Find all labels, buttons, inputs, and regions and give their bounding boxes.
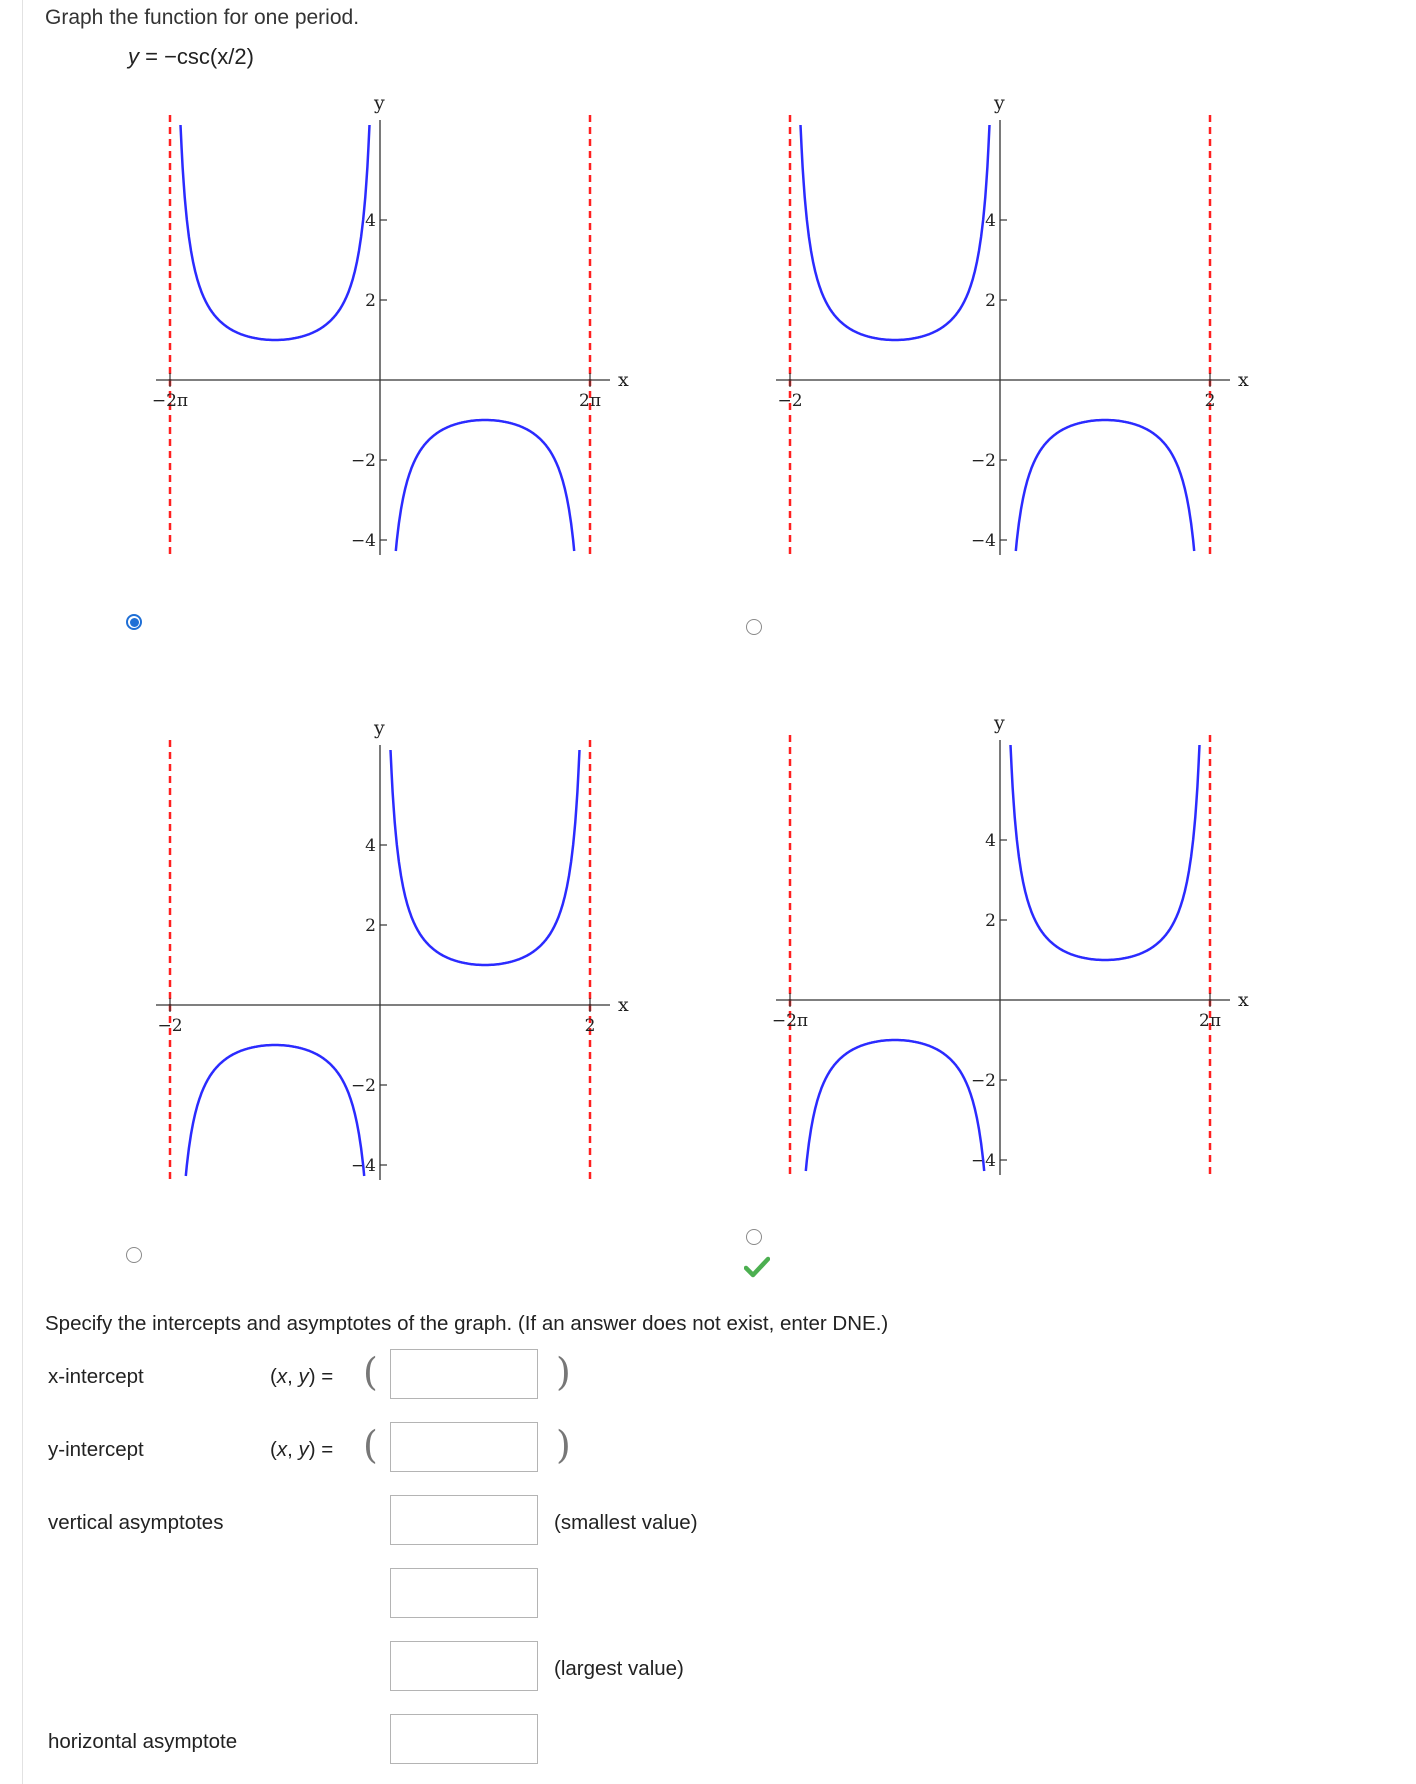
x-intercept-eq: = [315, 1365, 334, 1388]
vertical-asymptote-input-3[interactable] [390, 1641, 538, 1691]
y-intercept-open-paren: ( [363, 1423, 378, 1467]
equation [128, 44, 254, 70]
x-tick-label: −2 [157, 1016, 183, 1036]
x-axis-label: x [1238, 989, 1249, 1011]
graph-option-4[interactable] [760, 712, 1300, 1205]
largest-value-note: (largest value) [554, 1657, 684, 1680]
curve-branch-left [186, 1045, 364, 1176]
y-tick-label: −4 [970, 531, 996, 551]
y-tick-label: 4 [365, 836, 376, 856]
curve-branch-right [1016, 420, 1194, 551]
y-tick-label: 4 [365, 211, 376, 231]
graph-option-2[interactable] [760, 92, 1300, 585]
x-intercept-x-var: x [276, 1365, 288, 1388]
y-axis-label: y [994, 92, 1005, 114]
equation-rhs: = −csc(x/2) [139, 44, 254, 69]
vertical-asymptotes-label: vertical asymptotes [48, 1511, 224, 1534]
y-tick-label: 2 [365, 916, 376, 936]
x-tick-label: −2 [777, 391, 803, 411]
y-tick-label: 2 [985, 291, 996, 311]
x-tick-label: 2π [579, 391, 601, 411]
curve-branch-right [1011, 745, 1200, 960]
x-intercept-open-paren: ( [363, 1350, 378, 1394]
vertical-asymptote-input-1[interactable] [390, 1495, 538, 1545]
radio-option-4[interactable] [746, 1229, 762, 1245]
y-intercept-y-var: y [298, 1438, 309, 1461]
y-tick-label: 2 [365, 291, 376, 311]
y-axis-label: y [374, 717, 385, 739]
specify-prompt: Specify the intercepts and asymptotes of the graph. (If an answer does not exist, enter DNE.) [45, 1312, 889, 1335]
vertical-asymptote-input-2[interactable] [390, 1568, 538, 1618]
y-axis-label: y [374, 92, 385, 114]
y-tick-label: 4 [985, 831, 996, 851]
x-intercept-label: x-intercept [48, 1365, 144, 1388]
x-intercept-xy: (x, y) = [270, 1365, 334, 1388]
check-icon [744, 1256, 770, 1278]
y-tick-label: −2 [350, 1076, 376, 1096]
x-tick-label: 2 [584, 1016, 596, 1036]
horizontal-asymptote-label: horizontal asymptote [48, 1730, 238, 1753]
horizontal-asymptote-input[interactable] [390, 1714, 538, 1764]
x-tick-label: −2π [151, 391, 189, 411]
instruction: Graph the function for one period. [45, 6, 360, 29]
y-axis-label: y [994, 712, 1005, 734]
y-tick-label: −4 [350, 531, 376, 551]
smallest-value-note: (smallest value) [554, 1511, 698, 1534]
y-intercept-input[interactable] [390, 1422, 538, 1472]
graph-option-3[interactable] [140, 717, 680, 1210]
y-intercept-close-paren: ) [556, 1423, 571, 1467]
curve-branch-left [806, 1040, 984, 1171]
curve-branch-right [391, 750, 580, 965]
y-tick-label: −4 [970, 1151, 996, 1171]
x-tick-label: 2π [1199, 1011, 1221, 1031]
x-tick-label: −2π [771, 1011, 809, 1031]
equation-lhs: y [128, 44, 139, 69]
y-intercept-label: y-intercept [48, 1438, 144, 1461]
y-tick-label: 2 [985, 911, 996, 931]
curve-branch-right [396, 420, 574, 551]
y-tick-label: −2 [970, 451, 996, 471]
curve-branch-left [181, 125, 370, 340]
y-tick-label: 4 [985, 211, 996, 231]
x-axis-label: x [1238, 369, 1249, 391]
y-tick-label: −4 [350, 1156, 376, 1176]
radio-option-1[interactable] [126, 614, 142, 630]
y-tick-label: −2 [350, 451, 376, 471]
x-axis-label: x [618, 994, 629, 1016]
x-axis-label: x [618, 369, 629, 391]
graph-option-1[interactable] [140, 92, 680, 585]
x-tick-label: 2 [1204, 391, 1216, 411]
radio-option-2[interactable] [746, 619, 762, 635]
x-intercept-close-paren: ) [556, 1350, 571, 1394]
radio-option-3[interactable] [126, 1247, 142, 1263]
left-border [22, 0, 23, 1784]
x-intercept-y-var: y [298, 1365, 309, 1388]
x-intercept-input[interactable] [390, 1349, 538, 1399]
y-intercept-xy: (x, y) = [270, 1438, 334, 1461]
y-intercept-x-var: x [276, 1438, 288, 1461]
curve-branch-left [801, 125, 990, 340]
y-intercept-eq: = [315, 1438, 334, 1461]
y-tick-label: −2 [970, 1071, 996, 1091]
